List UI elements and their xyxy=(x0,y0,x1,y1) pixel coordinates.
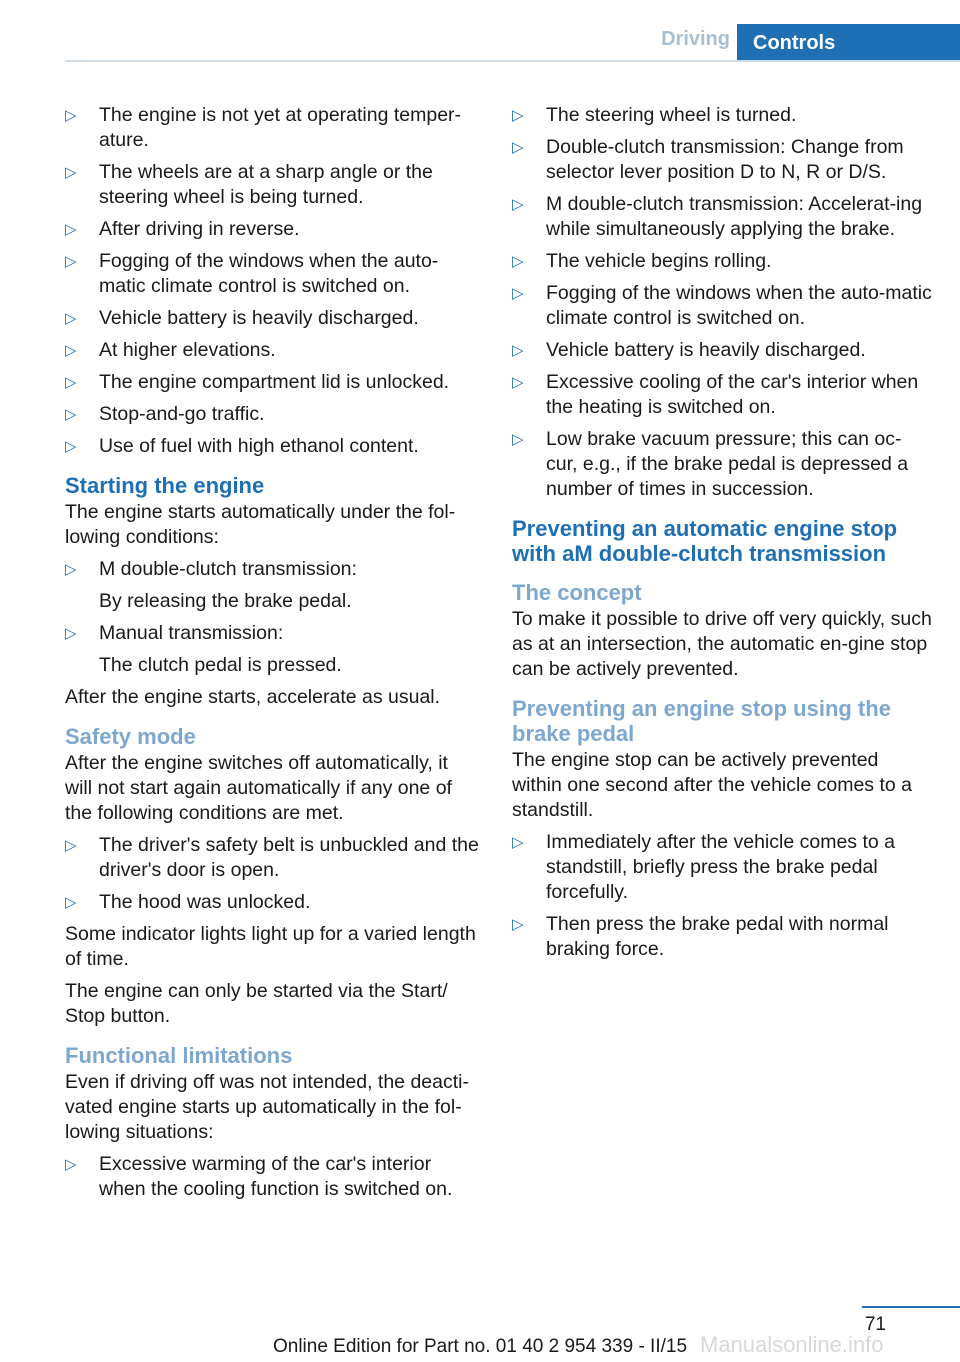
list-item: ▷ The driver's safety belt is unbuckled and the driver's door is open. xyxy=(65,834,479,881)
concept-body: To make it possible to drive off very quickly, such as at an intersection, the automatic en-gine stop can be actively prevented. xyxy=(512,608,932,680)
list-item: ▷ Fogging of the windows when the auto-matic climate control is switched on. xyxy=(65,250,439,297)
safety-note-indicator: Some indicator lights light up for a varied length of time. xyxy=(65,923,476,970)
bullet-triangle-icon: ▷ xyxy=(65,253,77,270)
bullet-triangle-icon: ▷ xyxy=(65,406,77,423)
bullet-triangle-icon: ▷ xyxy=(512,139,524,156)
preventing-heading: Preventing an automatic engine stop with aM double-clutch transmission xyxy=(512,516,898,566)
limitations-list xyxy=(65,1152,480,1202)
list-item: ▷ Vehicle battery is heavily discharged. xyxy=(65,307,419,329)
bullet-triangle-icon: ▷ xyxy=(65,625,77,642)
safety-note-start-stop: The engine can only be started via the Start/ Stop button. xyxy=(65,980,448,1027)
safety-condition-list xyxy=(65,833,480,915)
brake-step-list xyxy=(512,830,932,962)
list-item: ▷ Manual transmission: The clutch pedal is pressed. xyxy=(65,622,342,676)
bullet-triangle-icon: ▷ xyxy=(65,837,77,854)
list-item: ▷ The wheels are at a sharp angle or the steering wheel is being turned. xyxy=(65,161,433,208)
bullet-triangle-icon: ▷ xyxy=(65,342,77,359)
list-item: ▷ The engine compartment lid is unlocked. xyxy=(65,371,450,393)
list-item: ▷ Immediately after the vehicle comes to a standstill, briefly press the brake pedal forcefully. xyxy=(512,831,895,903)
bullet-triangle-icon: ▷ xyxy=(65,561,77,578)
edition-line: Online Edition for Part no. 01 40 2 954 339 - II/15 xyxy=(272,1336,688,1357)
bullet-triangle-icon: ▷ xyxy=(512,107,524,124)
bullet-triangle-icon: ▷ xyxy=(512,196,524,213)
header-chapter-tab: Controls xyxy=(737,24,960,62)
list-item: ▷ The vehicle begins rolling. xyxy=(512,250,772,272)
bullet-triangle-icon: ▷ xyxy=(65,1156,77,1173)
list-item: ▷ Excessive cooling of the car's interior when the heating is switched on. xyxy=(512,371,919,418)
bullet-triangle-icon: ▷ xyxy=(65,894,77,911)
list-item: ▷ After driving in reverse. xyxy=(65,218,300,240)
bullet-triangle-icon: ▷ xyxy=(65,438,77,455)
page-number: 71 xyxy=(864,1314,886,1335)
brake-pedal-heading: Preventing an engine stop using the brake pedal xyxy=(512,696,891,746)
watermark-logo: Manualsonline.info xyxy=(700,1332,884,1357)
starting-after-text: After the engine starts, accelerate as usual. xyxy=(65,686,441,708)
list-item: ▷ Double-clutch transmission: Change from selector lever position D to N, R or D/S. xyxy=(512,136,904,183)
starting-body: The engine starts automatically under the fol-lowing conditions: xyxy=(65,501,456,548)
list-item: ▷ The steering wheel is turned. xyxy=(512,104,797,126)
bullet-triangle-icon: ▷ xyxy=(65,374,77,391)
list-item: ▷ The engine is not yet at operating temper-ature. xyxy=(65,104,462,151)
list-item: ▷ Fogging of the windows when the auto-matic climate control is switched on. xyxy=(512,282,932,329)
bullet-triangle-icon: ▷ xyxy=(65,310,77,327)
list-item: ▷ M double-clutch transmission: By releasing the brake pedal. xyxy=(65,558,357,612)
list-item: ▷ The hood was unlocked. xyxy=(65,891,311,913)
bullet-triangle-icon: ▷ xyxy=(65,107,77,124)
list-item: ▷ At higher elevations. xyxy=(65,339,276,361)
header-divider xyxy=(65,60,960,62)
safety-mode-body: After the engine switches off automatically, it will not start again automatically if any one of the following conditions are met. xyxy=(65,752,452,824)
bullet-triangle-icon: ▷ xyxy=(512,916,524,933)
list-item: ▷ Use of fuel with high ethanol content. xyxy=(65,435,419,457)
bullet-triangle-icon: ▷ xyxy=(65,221,77,238)
starting-heading: Starting the engine xyxy=(65,473,265,498)
list-item: ▷ Excessive warming of the car's interior when the cooling function is switched on. xyxy=(65,1153,453,1200)
intro-condition-list xyxy=(65,103,480,459)
bullet-triangle-icon: ▷ xyxy=(512,431,524,448)
list-item: ▷ Vehicle battery is heavily discharged. xyxy=(512,339,866,361)
restart-condition-list xyxy=(512,103,932,502)
starting-condition-list xyxy=(65,557,480,678)
list-item: ▷ Low brake vacuum pressure; this can oc-cur, e.g., if the brake pedal is depressed a number of times in succession. xyxy=(512,428,909,500)
right-column xyxy=(512,103,932,969)
header-section-label: Driving xyxy=(661,28,730,50)
brake-pedal-body: The engine stop can be actively prevented within one second after the vehicle comes to a standstill. xyxy=(512,749,912,821)
bullet-triangle-icon: ▷ xyxy=(65,164,77,181)
left-column xyxy=(65,103,480,1209)
bullet-triangle-icon: ▷ xyxy=(512,253,524,270)
limitations-body: Even if driving off was not intended, the deacti-vated engine starts up automatically in the fol-lowing situations: xyxy=(65,1071,469,1143)
safety-mode-heading: Safety mode xyxy=(65,724,196,749)
bullet-triangle-icon: ▷ xyxy=(512,342,524,359)
footer-divider xyxy=(862,1306,960,1308)
list-item: ▷ M double-clutch transmission: Accelerat-ing while simultaneously applying the brake. xyxy=(512,193,923,240)
list-item: ▷ Stop-and-go traffic. xyxy=(65,403,265,425)
bullet-triangle-icon: ▷ xyxy=(512,374,524,391)
list-item: ▷ Then press the brake pedal with normal braking force. xyxy=(512,913,889,960)
bullet-triangle-icon: ▷ xyxy=(512,285,524,302)
bullet-triangle-icon: ▷ xyxy=(512,834,524,851)
concept-heading: The concept xyxy=(512,580,642,605)
limitations-heading: Functional limitations xyxy=(65,1043,293,1068)
